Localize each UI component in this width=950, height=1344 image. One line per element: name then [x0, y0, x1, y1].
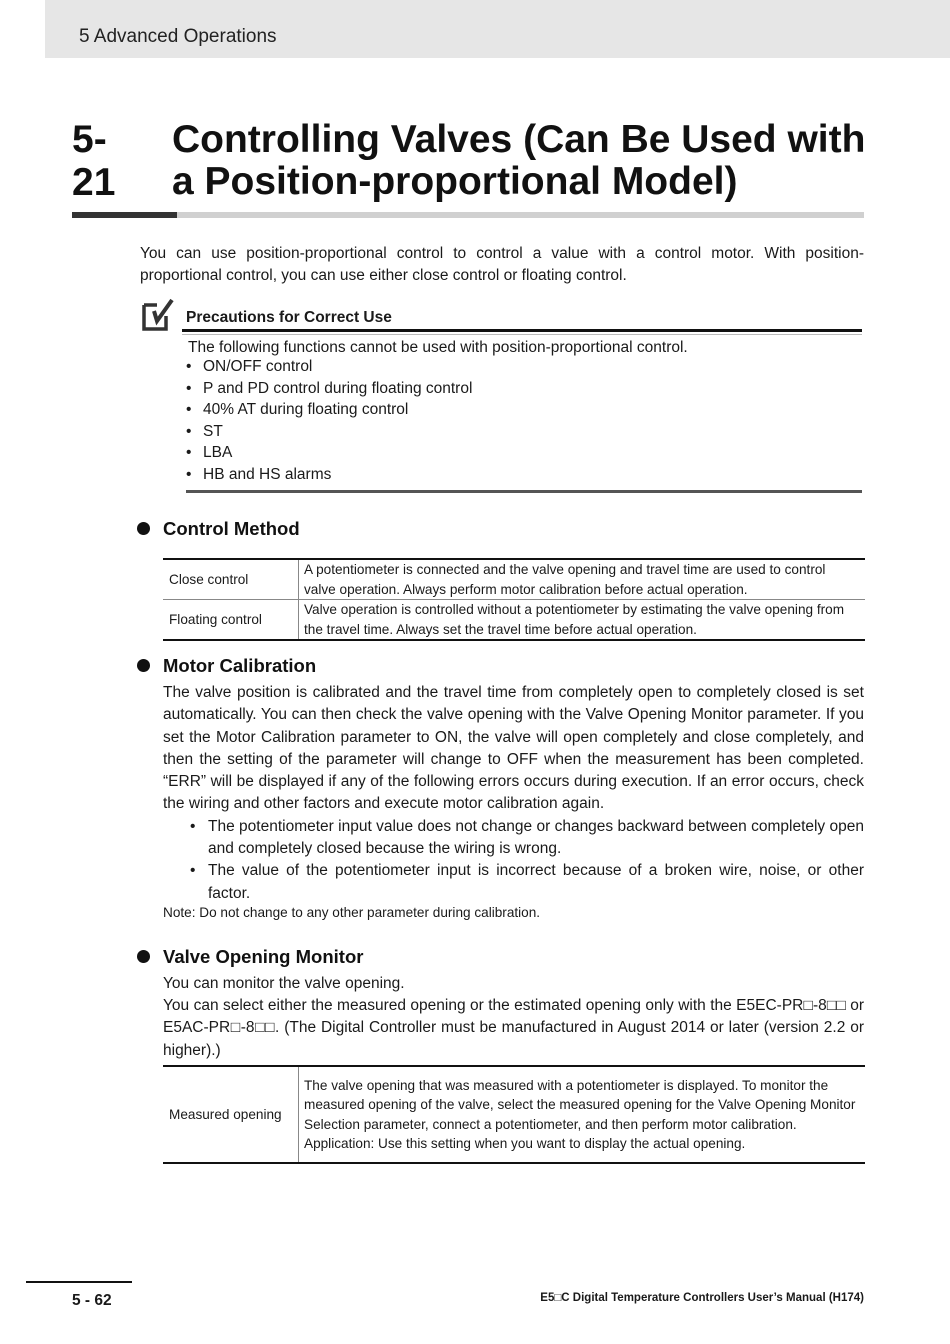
list-item: • HB and HS alarms	[186, 465, 332, 483]
title-line-2: a Position-proportional Model)	[172, 160, 738, 203]
calibration-note: Note: Do not change to any other parameter during calibration.	[163, 905, 541, 920]
table-cell-value: Valve operation is controlled without a potentiometer by estimating the valve opening from the travel time. Always set the travel time before actual operation.	[299, 600, 866, 641]
precautions-rule-thin	[182, 334, 862, 335]
precautions-list	[186, 356, 472, 486]
precautions-bottom-rule	[186, 490, 862, 493]
valve-opening-monitor-heading: Valve Opening Monitor	[137, 946, 363, 968]
motor-calibration-errors	[190, 816, 864, 905]
table-cell-value: A potentiometer is connected and the valve opening and travel time are used to control valve operation. Always perform motor calibration before actual operation.	[299, 559, 866, 600]
manual-title: E5□C Digital Temperature Controllers User’s Manual (H174)	[540, 1292, 864, 1304]
list-item: • ON/OFF control	[186, 358, 313, 375]
precautions-title: Precautions for Correct Use	[186, 309, 392, 326]
control-method-heading: Control Method	[137, 518, 300, 540]
bullet-disc-icon	[137, 522, 150, 535]
motor-calibration-heading: Motor Calibration	[137, 655, 316, 677]
list-item: • 40% AT during floating control	[186, 401, 409, 419]
table-cell-key: Measured opening	[163, 1066, 299, 1163]
footer-rule	[26, 1281, 132, 1283]
list-item: • LBA	[186, 444, 233, 462]
page-header	[45, 0, 950, 58]
header-section: 5 Advanced Operations	[79, 26, 277, 47]
valve-monitor-table	[163, 1065, 865, 1164]
list-item: • The value of the potentiometer input is incorrect because of a broken wire, noise, or other factor.	[190, 862, 864, 902]
table-row	[163, 600, 865, 641]
bullet-disc-icon	[137, 950, 150, 963]
precautions-rule	[182, 329, 862, 332]
section-number: 5-21	[72, 118, 116, 204]
page-number: 5 - 62	[72, 1292, 112, 1309]
precautions-lead: The following functions cannot be used with position-proportional control.	[188, 339, 688, 356]
list-item: • P and PD control during floating control	[186, 379, 473, 397]
table-row	[163, 559, 865, 600]
title-rule-light	[177, 212, 864, 218]
title-rule-dark	[72, 212, 177, 218]
table-cell-key: Floating control	[163, 600, 299, 641]
table-cell-key: Close control	[163, 559, 299, 600]
table-cell-value	[299, 1066, 866, 1163]
motor-calibration-body: The valve position is calibrated and the travel time from completely open to completely closed is set automatically. You can then check the valve opening with the Valve Opening Monitor parameter. If you set the Motor Calibration parameter to ON, the valve will open completely and close completely, and then the setting of the parameter will change to OFF when the measurement has been completed. “ERR” will be displayed if any of the following errors occurs during execution. If an error occurs, check the wiring and other factors and execute motor calibration again.	[163, 684, 864, 813]
pencil-check-icon	[142, 297, 174, 331]
list-item: • ST	[186, 422, 223, 440]
table-cell-text: The valve opening that was measured with a potentiometer is displayed. To monitor the measured opening of the valve, select the measured opening for the Valve Opening Monitor Selection parameter, connect a potentiometer, and then perform motor calibration.	[304, 1077, 856, 1132]
intro-paragraph: You can use position-proportional control to control a value with a control motor. With position-proportional control, you can use either close control or floating control.	[140, 245, 864, 284]
table-cell-application: Application: Use this setting when you want to display the actual opening.	[304, 1136, 746, 1151]
table-row	[163, 1066, 865, 1163]
valve-monitor-body: You can select either the measured opening or the estimated opening only with the E5EC-PR□-8□□ or E5AC-PR□-8□□. (The Digital Controller must be manufactured in August 2014 or later (version 2.2 or higher).)	[163, 997, 864, 1059]
list-item: • The potentiometer input value does not change or changes backward between completely open and completely closed because the wiring is wrong.	[190, 818, 864, 858]
title-line-1: Controlling Valves (Can Be Used with	[172, 118, 866, 161]
control-method-table	[163, 558, 865, 641]
bullet-disc-icon	[137, 659, 150, 672]
valve-monitor-line: You can monitor the valve opening.	[163, 975, 405, 992]
